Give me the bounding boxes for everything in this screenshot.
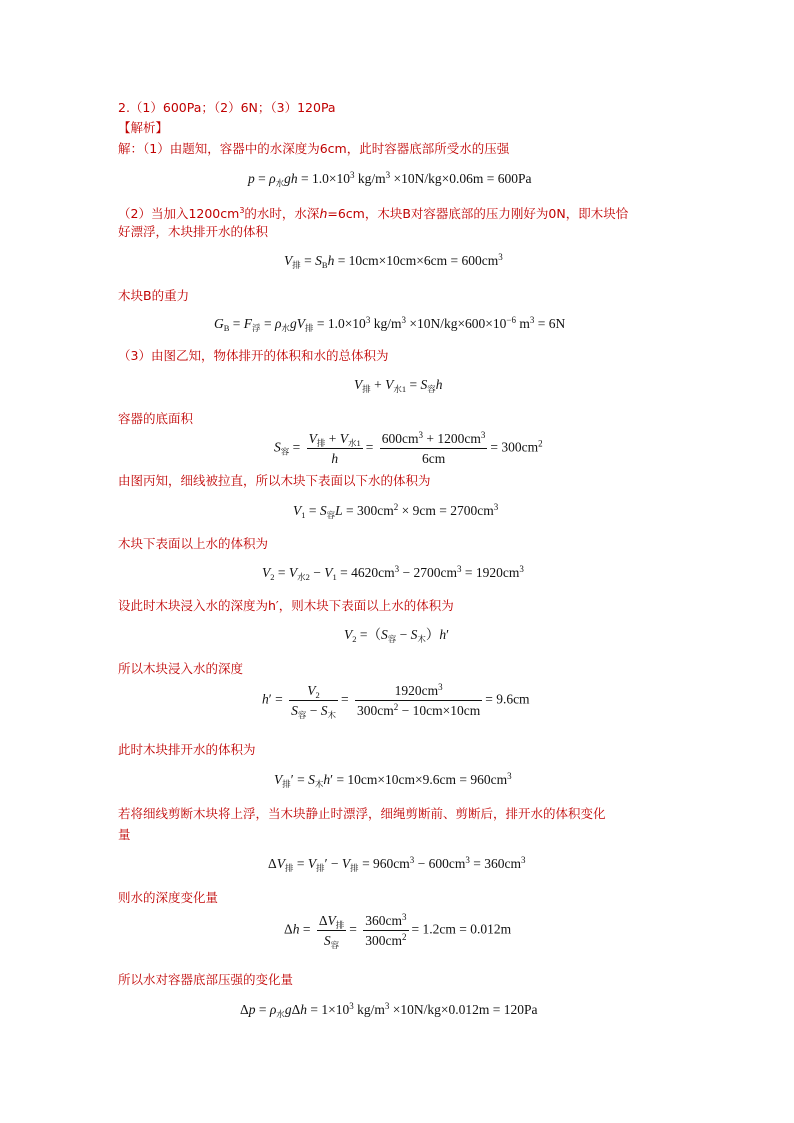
equation-base-area: $S_容$ = $\frac{V_排 + V_{水1}}{h}$ = $\frac{600cm^3 + 1200cm^3}{6cm}$ = $300cm^2$ (274, 430, 543, 466)
equation-delta-h: Δh = $\frac{\Delta V_排}{S_容}$ = $\frac{360cm^3}{300cm^2}$ = 1.2cm = 0.012m (284, 912, 512, 950)
base-area-label: 容器的底面积 (118, 411, 194, 426)
equation-h-prime: h′ = $\frac{V_2}{S_容 - S_木}$ = $\frac{1920cm^3}{300cm^2 - 10cm\times 10cm}$ = 9.6cm (262, 682, 530, 720)
part2-line2: 好漂浮，木块排开水的体积 (118, 224, 269, 239)
equation-pressure: $p = \rho_水gh = 1.0\times 10^3$ $kg/m^3 \times 10N/kg\times 0.06m = 600Pa$ (248, 170, 532, 188)
rope-line: 由图丙知，细线被拉直，所以木块下表面以下水的体积为 (118, 473, 431, 488)
equation-displaced-volume: $V_排 = S_Bh = 10cm\times 10cm\times 6cm = 600cm^3$ (284, 252, 503, 270)
part3-intro: （3）由图乙知，物体排开的体积和水的总体积为 (118, 348, 389, 363)
displaced-line: 此时木块排开水的体积为 (118, 742, 256, 757)
equation-v1: $V_1 = S_容L = 300cm^2 \times 9cm = 2700cm^3$ (293, 502, 499, 520)
above-volume-line: 木块下表面以上水的体积为 (118, 536, 269, 551)
answer-summary: 2.（1）600Pa；（2）6N；（3）120Pa (118, 100, 336, 115)
weight-label: 木块B的重力 (118, 288, 190, 303)
cut-line-1: 若将细线剪断木块将上浮，当木块静止时漂浮，细绳剪断前、剪断后，排开水的体积变化 (118, 806, 606, 821)
pressure-change-line: 所以水对容器底部压强的变化量 (118, 972, 294, 987)
depth-change-line: 则水的深度变化量 (118, 890, 219, 905)
equation-v2-expression: $V_2 =(S_容 - S_木)h'$ (344, 627, 450, 644)
equation-v2: $V_2 = V_{水2} - V_1 = 4620cm^3 - 2700cm^3 = 1920cm^3$ (262, 564, 524, 582)
equation-delta-p: $\Delta p = \rho_水g\Delta h = 1\times 10^3$ $kg/m^3 \times 10N/kg\times 0.012m = 120Pa$ (240, 1001, 538, 1019)
equation-v-displaced-new: $V_排' = S_木h' = 10cm\times 10cm\times 9.6cm = 960cm^3$ (274, 771, 512, 789)
part1-intro: 解：（1）由题知，容器中的水深度为6cm，此时容器底部所受水的压强 (118, 141, 510, 156)
equation-total-volume: $V_排 + V_{水1} = S_容h$ (354, 377, 443, 394)
equation-delta-v: $\Delta V_排 = V_排' - V_排 = 960cm^3 - 600cm^3 = 360cm^3$ (268, 855, 526, 873)
assume-line: 设此时木块浸入水的深度为h′，则木块下表面以上水的体积为 (118, 598, 454, 613)
part2-line1: （2）当加入$1200cm^3$的水时，水深h=6cm，木块B对容器底部的压力刚好为0N，即木块恰 (118, 206, 629, 222)
cut-line-2: 量 (118, 827, 131, 842)
depth-line: 所以木块浸入水的深度 (118, 661, 244, 676)
equation-weight: $G_B = F_浮 = \rho_水gV_排 = 1.0\times 10^3$ $kg/m^3 \times 10N/kg\times 600\times 10^{-6}$ $m^3 = 6N$ (214, 315, 566, 333)
analysis-label: 【解析】 (118, 120, 169, 135)
